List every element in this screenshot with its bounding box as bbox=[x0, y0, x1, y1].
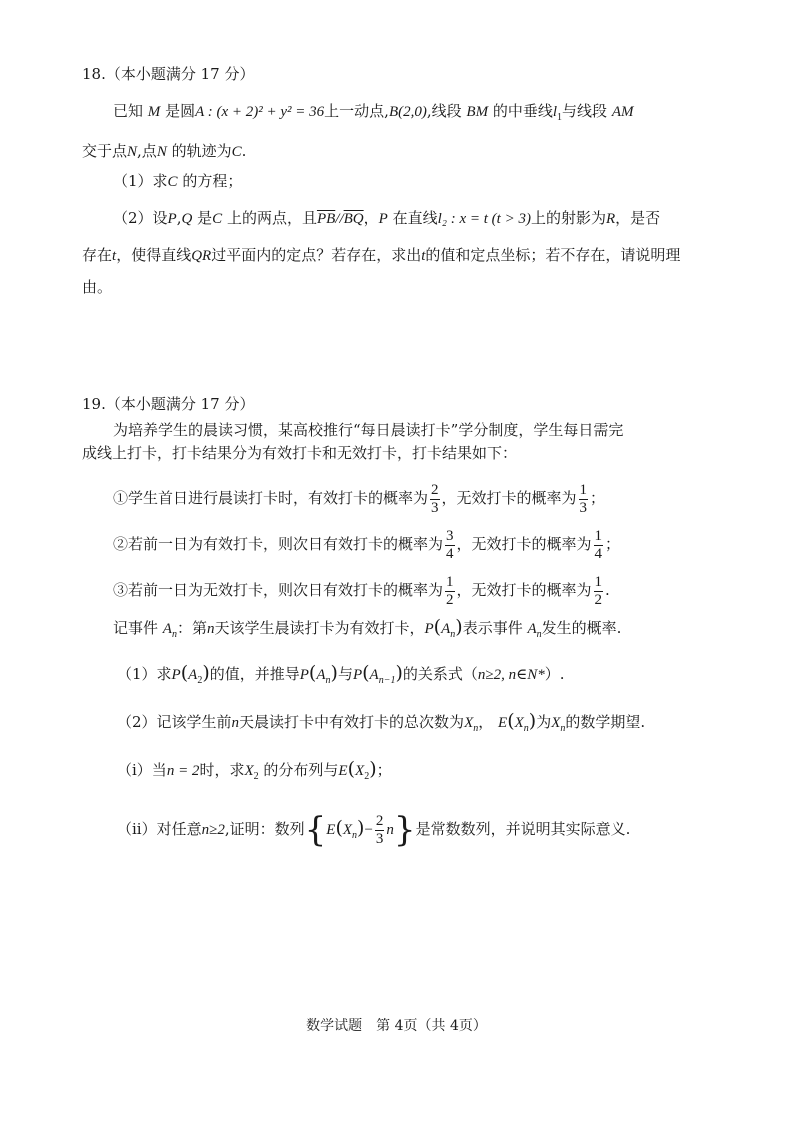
fraction: $\frac{1}{4}$ bbox=[594, 527, 603, 562]
fraction: $\frac{2}{3}$ bbox=[375, 812, 384, 847]
fraction: $\frac{1}{2}$ bbox=[446, 573, 454, 608]
q19-sub2-i: （i）当n = 2时，求$X_2$ 的分布列与$E(X_2)$； bbox=[117, 758, 392, 782]
q18-part2-line3: 由。 bbox=[82, 278, 113, 296]
q19-sub2: （2）记该学生前n天晨读打卡中有效打卡的总次数为$X_n$， $E(X_n)$为$X_n$的数学期望. bbox=[117, 710, 646, 734]
fraction: $\frac{2}{3}$ bbox=[431, 481, 439, 516]
q19-definition: 记事件 $A_n$：第n天该学生晨读打卡为有效打卡，$P(A_n)$表示事件 $A_n$发生的概率. bbox=[113, 616, 622, 640]
q19-heading: 19.（本小题满分 17 分） bbox=[82, 395, 255, 413]
q19-intro-2: 成线上打卡，打卡结果分为有效打卡和无效打卡，打卡结果如下： bbox=[82, 444, 518, 462]
fraction: $\frac{1}{2}$ bbox=[594, 573, 603, 608]
page-footer: 数学试题 第 4页（共 4页） bbox=[306, 1018, 487, 1034]
q18-line1: 已知 M 是圆A : (x + 2)² + y² = 36上一动点,B(2,0),线段 BM 的中垂线$l_1$与线段 AM bbox=[113, 102, 634, 123]
q19-intro-1: 为培养学生的晨读习惯，某高校推行“每日晨读打卡”学分制度，学生每日需完 bbox=[113, 421, 624, 439]
fraction: $\frac{3}{4}$ bbox=[446, 527, 454, 562]
q19-sub2-ii: （ii）对任意n≥2,证明：数列{$E(X_n)-$ $\frac{2}{3}$ n}是常数数列，并说明其实际意义. bbox=[117, 810, 631, 850]
q18-heading: 18.（本小题满分 17 分） bbox=[82, 65, 255, 83]
q18-part1: （1）求C 的方程； bbox=[113, 172, 243, 190]
q18-line2: 交于点N,点N 的轨迹为C. bbox=[82, 142, 247, 160]
q19-rule-2: ②若前一日为有效打卡，则次日有效打卡的概率为 $\frac{3}{4}$ ，无效打卡的概率为 $\frac{1}{4}$ ； bbox=[113, 527, 621, 562]
fraction: $\frac{1}{3}$ bbox=[579, 481, 588, 516]
q18-part2-line1: （2）设P,Q 是C 上的两点，且$\overline{PB}//\overline{BQ}$，P 在直线l₂ : x = t (t > 3)上的射影为R，是否 bbox=[113, 209, 661, 227]
q19-rule-1: ①学生首日进行晨读打卡时，有效打卡的概率为 $\frac{2}{3}$ ，无效打卡的概率为 $\frac{1}{3}$ ； bbox=[113, 481, 606, 516]
q19-rule-3: ③若前一日为无效打卡，则次日有效打卡的概率为 $\frac{1}{2}$ ，无效打卡的概率为 $\frac{1}{2}$ . bbox=[113, 573, 610, 608]
q18-part2-line2: 存在t，使得直线QR过平面内的定点？若存在，求出t的值和定点坐标；若不存在，请说明理 bbox=[82, 246, 681, 264]
q19-sub1: （1）求$P(A_2)$的值，并推导$P(A_n)$与$P(A_{n-1})$的关系式（n≥2, n∈N*）. bbox=[117, 662, 565, 686]
